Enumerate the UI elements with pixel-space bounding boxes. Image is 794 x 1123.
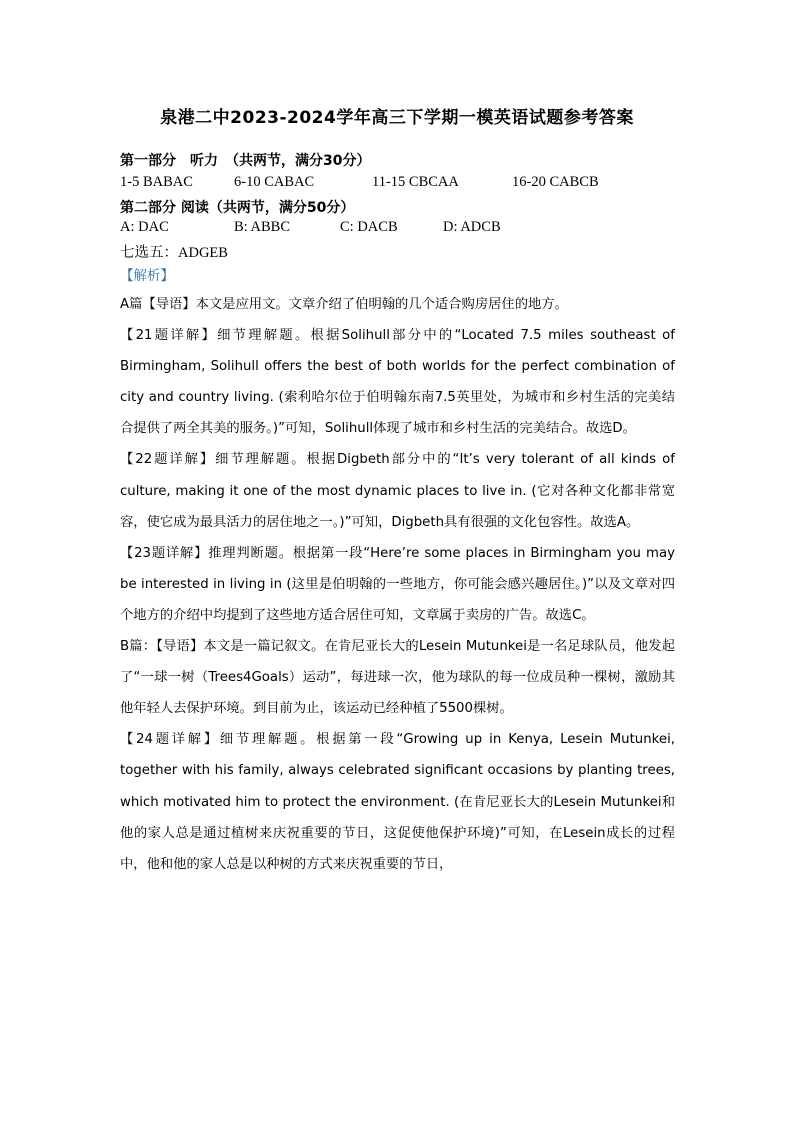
paragraph-b-intro: B篇：【导语】本文是一篇记叙文。在肯尼亚长大的Lesein Mutunkei是一名足球队员，他发起了“一球一树（Trees4Goals）运动”，每进球一次，他为球队的每一位成员种一棵树，激励其他年轻人去保护环境。到目前为止，该运动已经种植了5500棵树。 bbox=[120, 639, 675, 717]
paragraph-q22: 【22题详解】细节理解题。根据Digbeth部分中的“It’s very tolerant of all kinds of culture, making it one of the most dynamic places to live in. (它对各种文化都非常宽容，使它成为最具活力的居住地之一。)”可知，Digbeth具有很强的文化包容性。故选A。 bbox=[120, 452, 675, 530]
part1-heading: 第一部分 听力 （共两节，满分30分） bbox=[120, 153, 371, 169]
answer-group: 6-10 CABAC bbox=[234, 174, 315, 190]
answer-group: 11-15 CBCAA bbox=[372, 174, 459, 190]
paragraph-q23: 【23题详解】推理判断题。根据第一段“Here’re some places in Birmingham you may be interested in living in (这里是伯明翰的一些地方，你可能会感兴趣居住。)”以及文章对四个地方的介绍中均提到了这些地方适合居住可知，文章属于卖房的广告。故选C。 bbox=[120, 545, 675, 623]
analysis-body bbox=[120, 289, 675, 880]
answer-group: B: ABBC bbox=[234, 219, 291, 235]
answer-group: A: DAC bbox=[120, 219, 169, 235]
part2-heading: 第二部分 阅读（共两节，满分50分） bbox=[120, 200, 355, 216]
paragraph-q21: 【21题详解】细节理解题。根据Solihull部分中的“Located 7.5 miles southeast of Birmingham, Solihull offers the best of both worlds for the perfect combination of city and country living. (索利哈尔位于伯明翰东南7.5英里处，为城市和乡村生活的完美结合提供了两全其美的服务。)”可知，Solihull体现了城市和乡村生活的完美结合。故选D。 bbox=[120, 328, 675, 437]
answer-group: D: ADCB bbox=[443, 219, 501, 235]
analysis-label: 【解析】 bbox=[120, 268, 174, 284]
paragraph-a-intro: A篇【导语】本文是应用文。文章介绍了伯明翰的几个适合购房居住的地方。 bbox=[120, 297, 568, 312]
document-title: 泉港二中2023-2024学年高三下学期一模英语试题参考答案 bbox=[160, 108, 634, 128]
paragraph-q24: 【24题详解】细节理解题。根据第一段“Growing up in Kenya, Lesein Mutunkei, together with his family, always celebrated significant occasions by planting trees, which motivated him to protect the environment. (在肯尼亚长大的Lesein Mutunkei和他的家人总是通过植树来庆祝重要的节日，这促使他保护环境)”可知，在Lesein成长的过程中，他和他的家人总是以种树的方式来庆祝重要的节日， bbox=[120, 732, 675, 872]
answer-group: 1-5 BABAC bbox=[120, 174, 193, 190]
answer-group: 16-20 CABCB bbox=[512, 174, 599, 190]
seven-five-text: 七选五：ADGEB bbox=[120, 245, 228, 261]
answer-group: C: DACB bbox=[340, 219, 398, 235]
